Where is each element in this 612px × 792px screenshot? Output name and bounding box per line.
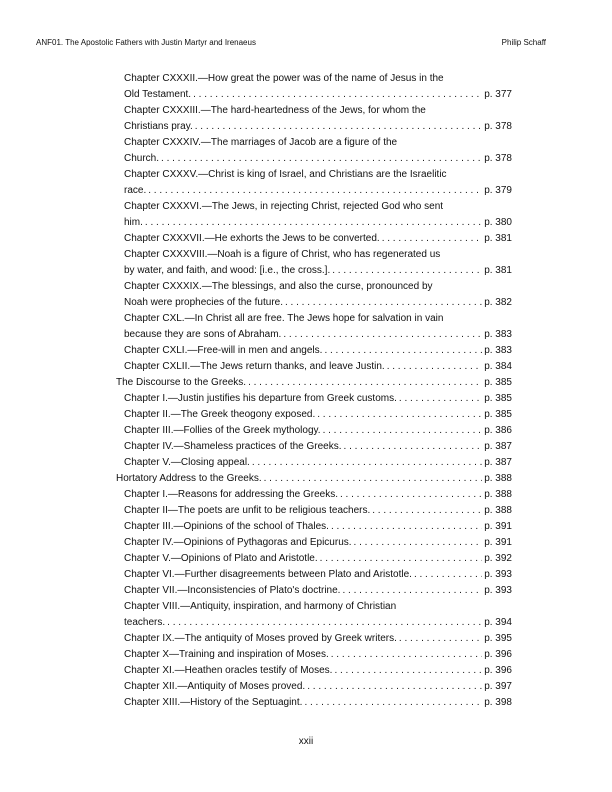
toc-entry-text: because they are sons of Abraham. bbox=[124, 329, 282, 340]
dot-leader bbox=[315, 407, 482, 423]
toc-entry-text: Chapter III.—Opinions of the school of Thales. bbox=[124, 521, 329, 532]
dot-leader bbox=[250, 455, 482, 471]
toc-entry-text: Chapter II.—The Greek theogony exposed. bbox=[124, 409, 316, 420]
dot-leader bbox=[370, 503, 482, 519]
toc-entry-text: race. bbox=[124, 185, 147, 196]
toc-page-number: p. 391 bbox=[484, 521, 512, 532]
toc-entry-text: Chapter XIII.—History of the Septuagint. bbox=[124, 697, 303, 708]
toc-page-number: p. 383 bbox=[484, 329, 512, 340]
toc-page-number: p. 381 bbox=[484, 265, 512, 276]
toc-entry-text: Chapter IV.—Shameless practices of the Greeks. bbox=[124, 441, 342, 452]
toc-page-number: p. 396 bbox=[484, 665, 512, 676]
dot-leader bbox=[143, 215, 482, 231]
toc-entry-text: Chapter XII.—Antiquity of Moses proved. bbox=[124, 681, 306, 692]
toc-page-number: p. 378 bbox=[484, 121, 512, 132]
toc-chapter-entry[interactable] bbox=[116, 135, 512, 167]
toc-page-number: p. 388 bbox=[484, 505, 512, 516]
dot-leader bbox=[342, 439, 483, 455]
dot-leader bbox=[191, 87, 482, 103]
toc-chapter-entry[interactable] bbox=[116, 631, 512, 647]
dot-leader bbox=[330, 263, 482, 279]
dot-leader bbox=[329, 647, 482, 663]
toc-page-number: p. 385 bbox=[484, 393, 512, 404]
toc-chapter-entry[interactable] bbox=[116, 279, 512, 311]
dot-leader bbox=[340, 583, 482, 599]
dot-leader bbox=[165, 615, 482, 631]
toc-chapter-entry[interactable] bbox=[116, 103, 512, 135]
header-book-title: ANF01. The Apostolic Fathers with Justin Martyr and Irenaeus bbox=[36, 38, 256, 47]
dot-leader bbox=[318, 551, 483, 567]
toc-chapter-entry[interactable] bbox=[116, 567, 512, 583]
toc-chapter-entry[interactable] bbox=[116, 231, 512, 247]
dot-leader bbox=[159, 151, 482, 167]
dot-leader bbox=[246, 375, 482, 391]
toc-page-number: p. 397 bbox=[484, 681, 512, 692]
toc-chapter-entry[interactable] bbox=[116, 343, 512, 359]
toc-entry-text: The Discourse to the Greeks. bbox=[116, 377, 247, 388]
toc-entry-text: Chapter CXL.—In Christ all are free. The Jews hope for salvation in vain bbox=[124, 313, 444, 324]
dot-leader bbox=[281, 327, 482, 343]
toc-entry-text: Chapter VIII.—Antiquity, inspiration, and harmony of Christian bbox=[124, 601, 397, 612]
table-of-contents bbox=[116, 71, 512, 711]
toc-chapter-entry[interactable] bbox=[116, 391, 512, 407]
toc-page-number: p. 378 bbox=[484, 153, 512, 164]
toc-page-number: p. 393 bbox=[484, 569, 512, 580]
toc-entry-text: Chapter VII.—Inconsistencies of Plato's doctrine. bbox=[124, 585, 341, 596]
toc-entry-text: Chapter III.—Follies of the Greek mythology. bbox=[124, 425, 321, 436]
toc-page-number: p. 394 bbox=[484, 617, 512, 628]
toc-page-number: p. 387 bbox=[484, 441, 512, 452]
dot-leader bbox=[262, 471, 483, 487]
toc-chapter-entry[interactable] bbox=[116, 167, 512, 199]
toc-chapter-entry[interactable] bbox=[116, 423, 512, 439]
toc-entry-text: Chapter VI.—Further disagreements between Plato and Aristotle. bbox=[124, 569, 412, 580]
toc-entry-text: Hortatory Address to the Greeks. bbox=[116, 473, 262, 484]
toc-entry-text: Church. bbox=[124, 153, 160, 164]
toc-page-number: p. 388 bbox=[484, 473, 512, 484]
dot-leader bbox=[385, 359, 483, 375]
toc-page-number: p. 392 bbox=[484, 553, 512, 564]
toc-chapter-entry[interactable] bbox=[116, 455, 512, 471]
toc-chapter-entry[interactable] bbox=[116, 695, 512, 711]
toc-chapter-entry[interactable] bbox=[116, 551, 512, 567]
dot-leader bbox=[397, 391, 482, 407]
dot-leader bbox=[338, 487, 482, 503]
dot-leader bbox=[380, 231, 483, 247]
toc-entry-text: Chapter IV.—Opinions of Pythagoras and Epicurus. bbox=[124, 537, 352, 548]
dot-leader bbox=[283, 295, 482, 311]
toc-chapter-entry[interactable] bbox=[116, 199, 512, 231]
toc-chapter-entry[interactable] bbox=[116, 583, 512, 599]
toc-chapter-entry[interactable] bbox=[116, 535, 512, 551]
toc-entry-text: Chapter CXLII.—The Jews return thanks, and leave Justin. bbox=[124, 361, 385, 372]
toc-chapter-entry[interactable] bbox=[116, 503, 512, 519]
toc-chapter-entry[interactable] bbox=[116, 487, 512, 503]
toc-entry-text: Chapter CXXXVII.—He exhorts the Jews to be converted. bbox=[124, 233, 380, 244]
toc-entry-text: teachers. bbox=[124, 617, 166, 628]
toc-page-number: p. 393 bbox=[484, 585, 512, 596]
toc-chapter-entry[interactable] bbox=[116, 311, 512, 343]
toc-page-number: p. 385 bbox=[484, 377, 512, 388]
toc-chapter-entry[interactable] bbox=[116, 71, 512, 103]
toc-chapter-entry[interactable] bbox=[116, 679, 512, 695]
page-number: xxii bbox=[298, 736, 314, 747]
toc-page-number: p. 382 bbox=[484, 297, 512, 308]
dot-leader bbox=[321, 423, 483, 439]
toc-chapter-entry[interactable] bbox=[116, 407, 512, 423]
dot-leader bbox=[412, 567, 482, 583]
toc-page-number: p. 386 bbox=[484, 425, 512, 436]
toc-chapter-entry[interactable] bbox=[116, 439, 512, 455]
running-header bbox=[36, 38, 546, 48]
toc-entry-text: Chapter X—Training and inspiration of Moses. bbox=[124, 649, 329, 660]
dot-leader bbox=[332, 663, 482, 679]
toc-page-number: p. 395 bbox=[484, 633, 512, 644]
toc-chapter-entry[interactable] bbox=[116, 599, 512, 631]
toc-page-number: p. 387 bbox=[484, 457, 512, 468]
toc-page-number: p. 384 bbox=[484, 361, 512, 372]
dot-leader bbox=[397, 631, 482, 647]
dot-leader bbox=[305, 679, 482, 695]
toc-chapter-entry[interactable] bbox=[116, 663, 512, 679]
toc-entry-text: Christians pray. bbox=[124, 121, 193, 132]
toc-entry-text: Old Testament. bbox=[124, 89, 192, 100]
toc-entry-text: Chapter II—The poets are unfit to be religious teachers. bbox=[124, 505, 371, 516]
toc-entry-text: Chapter I.—Reasons for addressing the Greeks. bbox=[124, 489, 338, 500]
toc-entry-text: Chapter CXXXV.—Christ is king of Israel, and Christians are the Israelitic bbox=[124, 169, 447, 180]
toc-entry-text: Chapter XI.—Heathen oracles testify of Moses. bbox=[124, 665, 333, 676]
toc-entry-text: Chapter V.—Opinions of Plato and Aristotle. bbox=[124, 553, 318, 564]
toc-entry-text: Chapter CXXXIX.—The blessings, and also the curse, pronounced by bbox=[124, 281, 433, 292]
dot-leader bbox=[352, 535, 483, 551]
toc-chapter-entry[interactable] bbox=[116, 359, 512, 375]
toc-entry-text: Chapter CXLI.—Free-will in men and angels. bbox=[124, 345, 323, 356]
toc-chapter-entry[interactable] bbox=[116, 519, 512, 535]
dot-leader bbox=[193, 119, 482, 135]
toc-page-number: p. 391 bbox=[484, 537, 512, 548]
dot-leader bbox=[302, 695, 482, 711]
toc-page-number: p. 398 bbox=[484, 697, 512, 708]
toc-chapter-entry[interactable] bbox=[116, 647, 512, 663]
toc-entry-text: him. bbox=[124, 217, 143, 228]
toc-entry-text: Chapter CXXXII.—How great the power was of the name of Jesus in the bbox=[124, 73, 444, 84]
toc-section-entry[interactable] bbox=[116, 471, 512, 487]
dot-leader bbox=[322, 343, 482, 359]
toc-entry-text: Chapter IX.—The antiquity of Moses proved by Greek writers. bbox=[124, 633, 397, 644]
toc-entry-text: Chapter CXXXVIII.—Noah is a figure of Christ, who has regenerated us bbox=[124, 249, 441, 260]
toc-page-number: p. 379 bbox=[484, 185, 512, 196]
dot-leader bbox=[146, 183, 482, 199]
dot-leader bbox=[329, 519, 482, 535]
toc-page-number: p. 388 bbox=[484, 489, 512, 500]
toc-page-number: p. 380 bbox=[484, 217, 512, 228]
toc-entry-text: by water, and faith, and wood: [i.e., the cross.]. bbox=[124, 265, 331, 276]
toc-entry-text: Noah were prophecies of the future. bbox=[124, 297, 283, 308]
toc-entry-text: Chapter V.—Closing appeal. bbox=[124, 457, 250, 468]
toc-chapter-entry[interactable] bbox=[116, 247, 512, 279]
toc-page-number: p. 385 bbox=[484, 409, 512, 420]
toc-section-entry[interactable] bbox=[116, 375, 512, 391]
toc-entry-text: Chapter I.—Justin justifies his departure from Greek customs. bbox=[124, 393, 397, 404]
toc-entry-text: Chapter CXXXIV.—The marriages of Jacob are a figure of the bbox=[124, 137, 398, 148]
toc-entry-text: Chapter CXXXVI.—The Jews, in rejecting Christ, rejected God who sent bbox=[124, 201, 444, 212]
toc-page-number: p. 396 bbox=[484, 649, 512, 660]
toc-page-number: p. 383 bbox=[484, 345, 512, 356]
toc-entry-text: Chapter CXXXIII.—The hard-heartedness of the Jews, for whom the bbox=[124, 105, 426, 116]
toc-page-number: p. 381 bbox=[484, 233, 512, 244]
header-author: Philip Schaff bbox=[501, 38, 546, 47]
toc-page-number: p. 377 bbox=[484, 89, 512, 100]
